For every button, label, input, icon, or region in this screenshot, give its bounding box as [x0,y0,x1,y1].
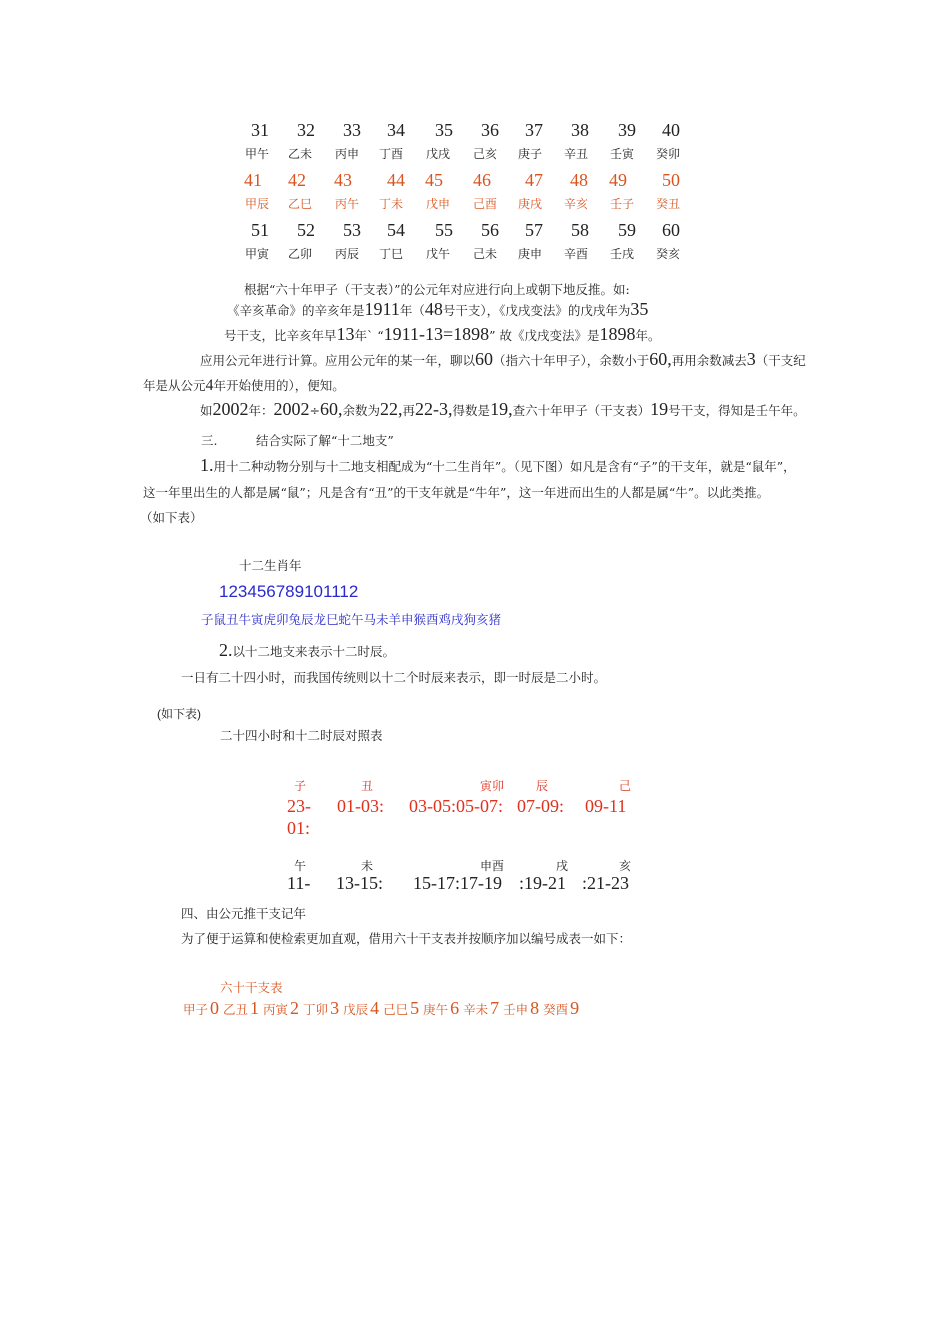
ganzhi-name: 庚戌 [517,197,543,211]
shichen-label: 己 [619,779,632,793]
ganzhi-number: 37 [525,120,543,140]
text-span: 年` “ [354,328,384,343]
ganzhi-name: 丙辰 [334,247,360,261]
ganzhi-number: 46 [473,170,491,190]
ganzhi-number: 50 [662,170,680,190]
ganzhi-name: 己未 [472,247,498,261]
ganzhi-name: 甲寅 [244,247,270,261]
formula: 1911-13=1898 [383,324,490,344]
ganzhi-name: 乙卯 [287,247,313,261]
ganzhi-name: 庚子 [517,147,543,161]
ganzhi-name: 甲午 [244,147,270,161]
ganzhi-name: 辛酉 [563,247,589,261]
sixty-ganzhi-number: 9 [570,998,580,1018]
ganzhi-number: 55 [435,220,453,240]
ganzhi-name: 丁巳 [378,247,404,261]
shichen-label: 申酉 [480,859,505,873]
ganzhi-number: 53 [343,220,361,240]
sixty-ganzhi-number: 0 [210,998,220,1018]
ganzhi-number: 57 [525,220,543,240]
ganzhi-name: 丁未 [378,197,404,211]
sixty-ganzhi-number: 3 [330,998,340,1018]
ganzhi-number: 54 [387,220,405,240]
ganzhi-name: 辛丑 [563,147,589,161]
sixty-ganzhi-name: 己巳 [383,1002,409,1017]
ganzhi-number: 58 [571,220,589,240]
text-span: 应用公元年进行计算。应用公元年的某一年，聊以 [200,353,476,368]
hour-range: 01-03: [337,796,384,816]
shichen-label: 丑 [361,779,374,793]
item2-note: (如下表) [157,707,201,721]
section3-number: 三. [201,433,218,448]
number: 60, [320,399,343,419]
ganzhi-number: 35 [435,120,453,140]
ganzhi-number: 38 [571,120,589,140]
ganzhi-number: 60 [662,220,680,240]
ganzhi-number: 49 [609,170,627,190]
text-span: 查六十年甲子（干支表） [512,403,651,418]
section3-title: 结合实际了解“十二地支” [256,433,394,448]
ganzhi-name: 壬子 [609,197,635,211]
ganzhi-number: 36 [481,120,499,140]
shichen-label: 戌 [556,859,569,873]
ganzhi-number: 32 [297,120,315,140]
shichen-label: 辰 [536,779,549,793]
text-span: 号干支，得知是壬午年。 [668,403,806,418]
item-number: 1. [200,455,214,475]
text-span: 得数是 [452,403,491,418]
text-span: 用十二种动物分别与十二地支相配成为“十二生肖年”。（见下图）如凡是含有“子”的干支年，就是“鼠年”， [213,459,796,474]
para1-line2 [227,299,648,320]
ganzhi-number: 31 [251,120,269,140]
shichen-label: 寅卯 [480,779,505,793]
text-span: 年是从公元 [143,378,206,393]
text-span: ” 故《戊戌变法》是 [489,328,600,343]
sixty-table-row [183,998,583,1019]
text-span: 号干支，比辛亥年早 [224,328,337,343]
ganzhi-name: 乙巳 [287,197,313,211]
sixty-ganzhi-number: 7 [490,998,500,1018]
ganzhi-number: 42 [288,170,306,190]
sixty-ganzhi-number: 1 [250,998,260,1018]
ganzhi-number: 47 [525,170,543,190]
text-span: 年。 [635,328,661,343]
sixty-ganzhi-name: 甲子 [183,1002,209,1017]
text-span: 年开始使用的），便知。 [213,378,345,393]
year-1898: 1898 [599,324,636,344]
shichen-label: 未 [361,859,374,873]
ganzhi-name: 丁酉 [378,147,404,161]
ganzhi-name: 戊申 [425,197,451,211]
number-13: 13 [336,324,355,344]
divide-sign: ÷ [309,403,321,418]
ganzhi-name: 壬戌 [609,247,635,261]
hour-range: 03-05:05-07: [409,796,503,816]
shichen-label: 亥 [619,859,632,873]
item1-line1 [200,455,796,476]
number-48: 48 [424,299,443,319]
hours-table-title: 二十四小时和十二时辰对照表 [220,728,383,743]
ganzhi-name: 戊午 [425,247,451,261]
item2-line [219,640,395,661]
hour-range: 11- [287,873,311,893]
ganzhi-number: 40 [662,120,680,140]
sixty-ganzhi-number: 4 [370,998,380,1018]
number-60: 60, [649,349,672,369]
text-span: 年（ [399,303,425,318]
hour-range: 23- [287,796,311,816]
sixty-ganzhi-name: 戊辰 [343,1002,369,1017]
section4-desc: 为了便于运算和使检索更加直观，借用六十干支表并按顺序加以编号成表一如下： [181,931,632,946]
sixty-ganzhi-name: 庚午 [423,1002,449,1017]
sixty-ganzhi-number: 6 [450,998,460,1018]
zodiac-numbers: 123456789101112 [219,582,359,601]
sixty-ganzhi-name: 丁卯 [303,1002,329,1017]
ganzhi-name: 甲辰 [244,197,270,211]
hour-range: 15-17:17-19 [413,873,502,893]
text-span: 再 [402,403,416,418]
text-span: （干支纪 [755,353,806,368]
text-span: 再用余数减去 [671,353,747,368]
text-span: 《辛亥革命》的辛亥年是 [227,303,365,318]
number: 2002 [273,399,310,419]
ganzhi-number: 34 [387,120,405,140]
item1-line3: （如下表） [140,510,203,525]
ganzhi-number: 39 [618,120,636,140]
ganzhi-name: 辛亥 [563,197,589,211]
sixty-ganzhi-name: 辛未 [463,1002,489,1017]
text-span: 号干支），《戊戌变法》的戊戌年为 [442,303,631,318]
ganzhi-name: 己酉 [472,197,498,211]
ganzhi-name: 戊戌 [425,147,451,161]
hour-range: :19-21 [519,873,566,893]
ganzhi-number: 43 [334,170,352,190]
number-4: 4 [205,377,214,394]
hour-range-continued: 01: [287,818,311,838]
ganzhi-name: 壬寅 [609,147,635,161]
ganzhi-name: 癸亥 [655,247,681,261]
ganzhi-number: 59 [618,220,636,240]
item1-line2: 这一年里出生的人都是属“鼠”；凡是含有“丑”的干支年就是“牛年”，这一年进而出生的人都是属“牛”。以此类推。 [143,485,770,500]
text-span: 余数为 [342,403,381,418]
ganzhi-name: 乙未 [287,147,313,161]
hour-range: 13-15: [336,873,383,893]
para1-line3 [224,324,661,345]
hour-range: :21-23 [582,873,629,893]
sixty-ganzhi-number: 2 [290,998,300,1018]
sixty-table-title: 六十干支表 [220,980,283,995]
ganzhi-name: 庚申 [517,247,543,261]
ganzhi-number: 44 [387,170,405,190]
number: 22-3, [415,399,453,419]
ganzhi-number: 33 [343,120,361,140]
text-span: （指六十年甲子），余数小于 [493,353,650,368]
sixty-ganzhi-name: 丙寅 [263,1002,289,1017]
ganzhi-number: 51 [251,220,269,240]
number: 19 [650,399,669,419]
sixty-ganzhi-number: 8 [530,998,540,1018]
sixty-ganzhi-name: 壬申 [503,1002,529,1017]
zodiac-title: 十二生肖年 [239,558,302,573]
number: 19, [490,399,513,419]
ganzhi-name: 丙申 [334,147,360,161]
ganzhi-number: 48 [570,170,588,190]
item2-desc: 一日有二十四小时，而我国传统则以十二个时辰来表示，即一时辰是二小时。 [181,670,607,685]
ganzhi-number: 41 [244,170,262,190]
ganzhi-name: 癸卯 [655,147,681,161]
hour-range: 07-09: [517,796,564,816]
para3-line [200,399,806,420]
sixty-ganzhi-name: 癸酉 [543,1002,569,1017]
text-span: 如 [200,403,213,418]
para2-line2 [143,376,345,395]
ganzhi-name: 己亥 [472,147,498,161]
sixty-ganzhi-name: 乙丑 [223,1002,249,1017]
ganzhi-number: 45 [425,170,443,190]
para2-line1 [200,349,806,370]
text-span: 以十二地支来表示十二时辰。 [232,644,396,659]
sixty-ganzhi-number: 5 [410,998,420,1018]
ganzhi-number: 56 [481,220,499,240]
section4-title: 四、由公元推干支记年 [181,906,307,921]
zodiac-pairs: 子鼠丑牛寅虎卯兔辰龙巳蛇午马未羊申猴酉鸡戌狗亥猪 [201,612,502,627]
text-span: 年： [248,403,274,418]
shichen-label: 子 [294,779,307,793]
para1-line1: 根据“六十年甲子（干支表）”的公元年对应进行向上或朝下地反推。如: [244,282,630,297]
number-35: 35 [630,299,649,319]
ganzhi-name: 丙午 [334,197,360,211]
year-1911: 1911 [364,299,400,319]
hour-range: 09-11 [585,796,627,816]
number-60: 60 [475,349,494,369]
item-number: 2. [219,640,233,660]
number-3: 3 [746,349,756,369]
ganzhi-name: 癸丑 [655,197,681,211]
number: 22, [380,399,403,419]
shichen-label: 午 [294,859,307,873]
number: 2002 [212,399,249,419]
ganzhi-number: 52 [297,220,315,240]
